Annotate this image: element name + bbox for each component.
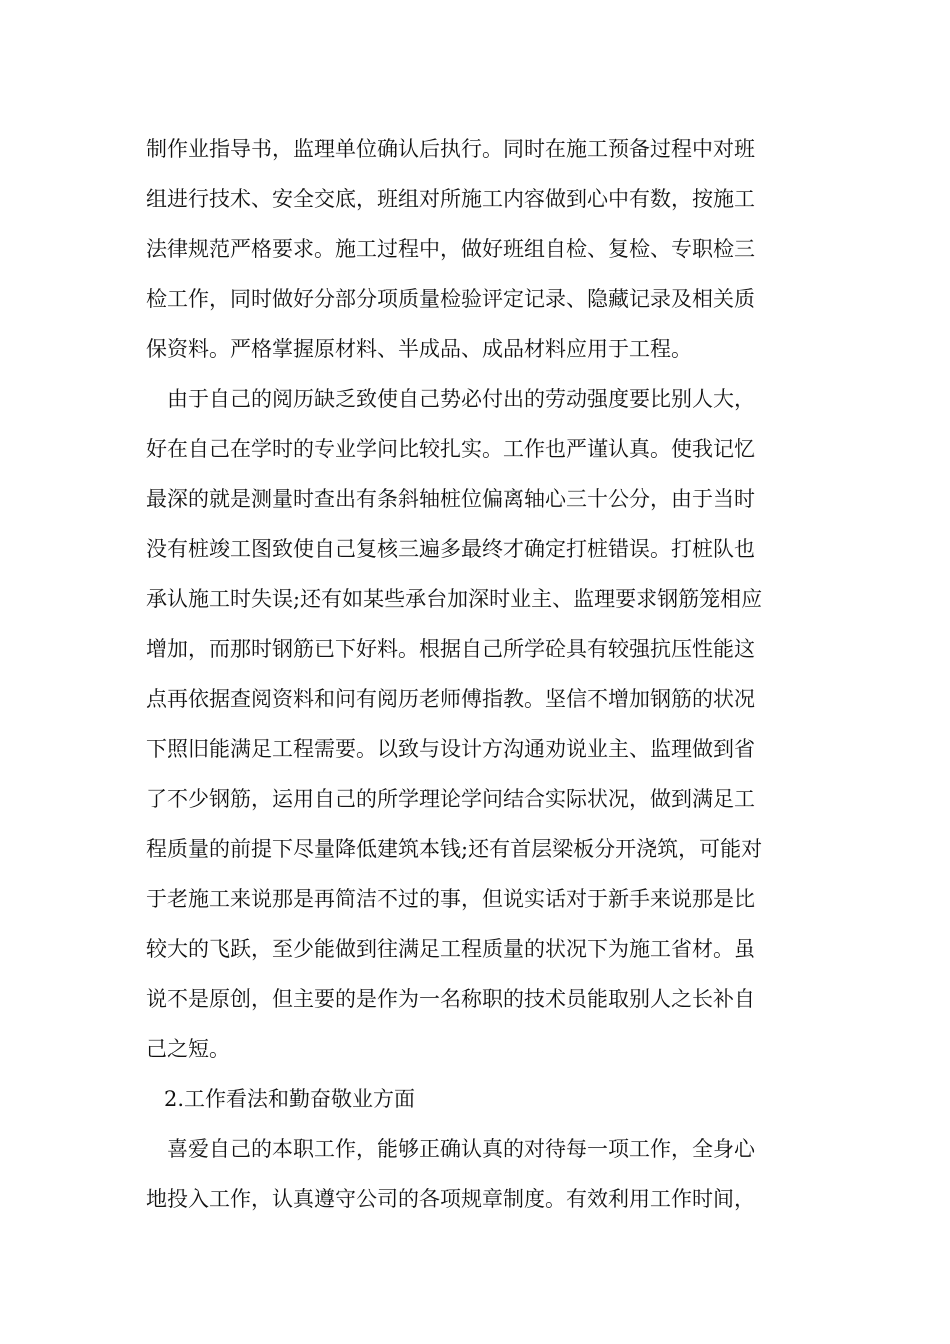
- text-line: 法律规范严格要求。施工过程中，做好班组自检、复检、专职检三: [146, 237, 755, 261]
- section-heading: 2.工作看法和勤奋敬业方面: [164, 1087, 416, 1111]
- text-line: 承认施工时失误;还有如某些承台加深时业主、监理要求钢筋笼相应: [146, 587, 763, 611]
- text-line: 较大的飞跃，至少能做到往满足工程质量的状况下为施工省材。虽: [146, 937, 755, 961]
- text-line: 地投入工作，认真遵守公司的各项规章制度。有效利用工作时间，: [146, 1187, 755, 1211]
- text-line: 保资料。严格掌握原材料、半成品、成品材料应用于工程。: [146, 337, 692, 361]
- text-line: 由于自己的阅历缺乏致使自己势必付出的劳动强度要比别人大，: [167, 387, 755, 411]
- text-line: 点再依据查阅资料和问有阅历老师傅指教。坚信不增加钢筋的状况: [146, 687, 755, 711]
- text-line: 好在自己在学时的专业学问比较扎实。工作也严谨认真。使我记忆: [146, 437, 755, 461]
- text-line: 程质量的前提下尽量降低建筑本钱;还有首层梁板分开浇筑，可能对: [146, 837, 763, 861]
- text-line: 组进行技术、安全交底，班组对所施工内容做到心中有数，按施工: [146, 187, 755, 211]
- text-line: 喜爱自己的本职工作，能够正确认真的对待每一项工作，全身心: [167, 1137, 755, 1161]
- text-line: 最深的就是测量时查出有条斜轴桩位偏离轴心三十公分，由于当时: [146, 487, 755, 511]
- text-line: 己之短。: [146, 1037, 230, 1061]
- text-line: 于老施工来说那是再简洁不过的事，但说实话对于新手来说那是比: [146, 887, 755, 911]
- text-line: 下照旧能满足工程需要。以致与设计方沟通劝说业主、监理做到省: [146, 737, 755, 761]
- text-line: 制作业指导书，监理单位确认后执行。同时在施工预备过程中对班: [146, 137, 755, 161]
- text-line: 了不少钢筋，运用自己的所学理论学问结合实际状况，做到满足工: [146, 787, 755, 811]
- text-line: 说不是原创，但主要的是作为一名称职的技术员能取别人之长补自: [146, 987, 755, 1011]
- text-line: 检工作，同时做好分部分项质量检验评定记录、隐藏记录及相关质: [146, 287, 755, 311]
- text-line: 增加，而那时钢筋已下好料。根据自己所学砼具有较强抗压性能这: [146, 637, 755, 661]
- text-line: 没有桩竣工图致使自己复核三遍多最终才确定打桩错误。打桩队也: [146, 537, 755, 561]
- document-body: [146, 127, 806, 1227]
